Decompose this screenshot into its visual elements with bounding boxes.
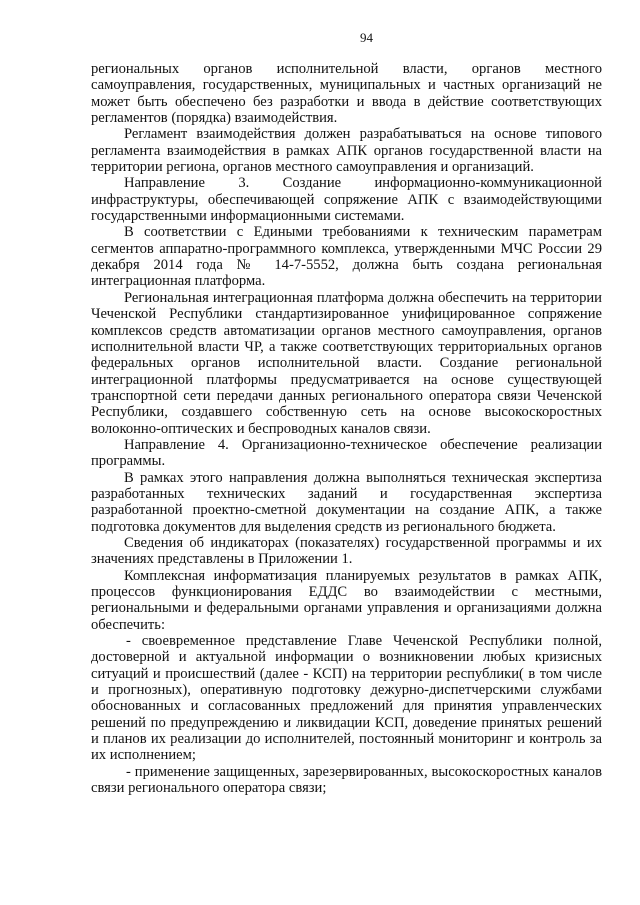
paragraph-indicators: Сведения об индикаторах (показателях) государственной программы и их значениях представлены в Приложении 1. bbox=[91, 534, 602, 568]
page-number: 94 bbox=[360, 30, 373, 45]
paragraph-regulations-intro: региональных органов исполнительной власти, органов местного самоуправления, государственных, муниципальных и частных организаций не может быть обеспечено без разработки и ввода в действие соответствующих регламентов (порядка) взаимодействия. bbox=[91, 61, 602, 127]
paragraph-integration-platform: Региональная интеграционная платформа должна обеспечить на территории Чеченской Республики стандартизированное унифицированное сопряжение комплексов средств автоматизации органов местного самоуправления, органов исполнительной власти ЧР, а также соответствующих территориальных органов федеральных органов исполнительной власти. Создание региональной интеграционной платформы предусматривается на основе существующей транспортной сети передачи данных регионального оператора связи Чеченской Республики, создавшего собственную сеть на основе высокоскоростных волоконно-оптических и беспроводных каналов связи. bbox=[91, 289, 602, 437]
paragraph-regulation-basis: Регламент взаимодействия должен разрабатываться на основе типового регламента взаимодействия в рамках АПК органов государственной власти на территории региона, органов местного самоуправления и организаций. bbox=[91, 126, 602, 176]
list-item-timely-information: - своевременное представление Главе Чеченской Республики полной, достоверной и актуальной информации о возникновении любых кризисных ситуаций и происшествий (далее - КСП) на территории республики( в том числе и прогнозных), оперативную подготовку дежурно-диспетчерскими службами обоснованных и согласованных предложений для принятия управленческих решений по предупреждению и ликвидации КСП, доведение принятых решений и планов их реализации до исполнителей, постоянный мониторинг и контроль за их исполнением; bbox=[91, 633, 602, 764]
paragraph-direction-3: Направление 3. Создание информационно-коммуникационной инфраструктуры, обеспечивающей сопряжение АПК с взаимодействующими государственными информационными системами. bbox=[91, 175, 602, 225]
paragraph-expertise: В рамках этого направления должна выполняться техническая экспертиза разработанных технических заданий и государственная экспертиза разработанной проектно-сметной документации на создание АПК, а также подготовка документов для выделения средств из регионального бюджета. bbox=[91, 469, 602, 535]
paragraph-informatization: Комплексная информатизация планируемых результатов в рамках АПК, процессов функционирования ЕДДС во взаимодействии с местными, региональными и федеральными органами управления и организациями должна обеспечить: bbox=[91, 567, 602, 633]
paragraph-unified-requirements: В соответствии с Едиными требованиями к техническим параметрам сегментов аппаратно-программного комплекса, утвержденными МЧС России 29 декабря 2014 года № 14-7-5552, должна быть создана региональная интеграционная платформа. bbox=[91, 224, 602, 290]
list-item-protected-channels: - применение защищенных, зарезервированных, высокоскоростных каналов связи регионального оператора связи; bbox=[91, 763, 602, 797]
paragraph-direction-4: Направление 4. Организационно-техническое обеспечение реализации программы. bbox=[91, 436, 602, 470]
